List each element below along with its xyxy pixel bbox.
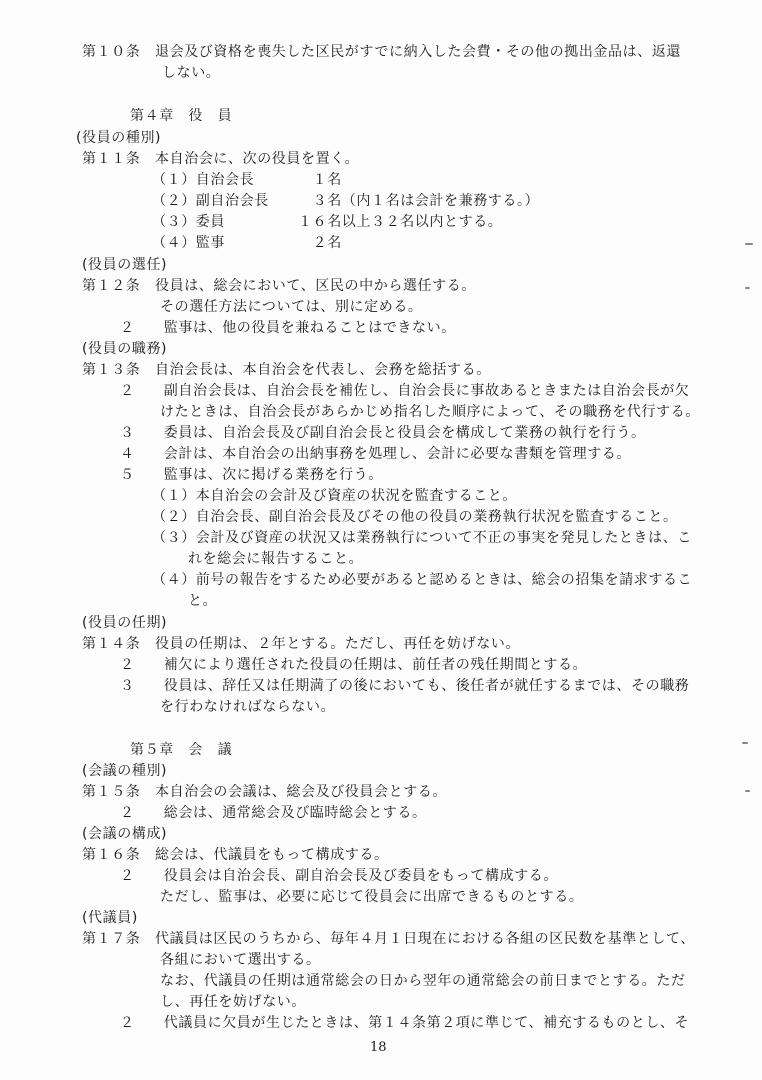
article-17-line2: 各組において選出する。 xyxy=(160,952,321,968)
page-number: 18 xyxy=(370,1040,387,1055)
section-heading-yakuin-ninki: (役員の任期) xyxy=(82,615,168,631)
article-14-para3: ３ 役員は、辞任又は任期満了の後においても、後任者が就任するまでは、その職務 xyxy=(120,678,690,694)
article-17-para2: ２ 代議員に欠員が生じたときは、第１４条第２項に準じて、補充するものとし、そ xyxy=(120,1015,690,1031)
scan-speck xyxy=(742,742,748,744)
article-15: 第１５条 本自治会の会議は、総会及び役員会とする。 xyxy=(82,784,447,800)
section-heading-kaigi-shubetsu: (会議の種別) xyxy=(82,763,168,779)
chapter-4-heading: 第４章 役 員 xyxy=(130,108,233,124)
article-11-item4: （４）監事 ２名 xyxy=(152,235,342,251)
article-13-para5-item4-cont: と。 xyxy=(188,593,218,609)
article-17-line4: し、再任を妨げない。 xyxy=(160,994,306,1010)
section-heading-daigiin: (代議員) xyxy=(82,910,138,926)
article-13-para5-item3: （３）会計及び資産の状況又は業務執行について不正の事実を発見したときは、こ xyxy=(152,530,692,546)
chapter-5-heading: 第５章 会 議 xyxy=(130,742,233,758)
article-12-para2: ２ 監事は、他の役員を兼ねることはできない。 xyxy=(120,320,456,336)
article-11-item3: （３）委員 １６名以上３２名以内とする。 xyxy=(152,214,503,230)
article-13-para3: ３ 委員は、自治会長及び副自治会長と役員会を構成して業務の執行を行う。 xyxy=(120,425,646,441)
article-14-para2: ２ 補欠により選任された役員の任期は、前任者の残任期間とする。 xyxy=(120,657,588,673)
section-heading-yakuin-shokumu: (役員の職務) xyxy=(82,341,168,357)
article-10-line1: 第１０条 退会及び資格を喪失した区民がすでに納入した会費・その他の拠出金品は、返還 xyxy=(82,44,682,60)
article-17: 第１７条 代議員は区民のうちから、毎年４月１日現在における各組の区民数を基準として、 xyxy=(82,931,695,947)
article-13-para5-item2: （２）自治会長、副自治会長及びその他の役員の業務執行状況を監査すること。 xyxy=(152,509,678,525)
section-heading-yakuin-shubetsu: (役員の種別) xyxy=(76,130,162,146)
article-14: 第１４条 役員の任期は、２年とする。ただし、再任を妨げない。 xyxy=(82,636,520,652)
article-16-para2-cont: ただし、監事は、必要に応じて役員会に出席できるものとする。 xyxy=(160,889,584,905)
article-16: 第１６条 総会は、代議員をもって構成する。 xyxy=(82,847,389,863)
article-13-para2-cont: けたときは、自治会長があらかじめ指名した順序によって、その職務を代行する。 xyxy=(160,404,700,420)
article-13-para2: ２ 副自治会長は、自治会長を補佐し、自治会長に事故あるときまたは自治会長が欠 xyxy=(120,383,690,399)
article-11-item1: （１）自治会長 １名 xyxy=(152,172,342,188)
article-11-item2: （２）副自治会長 ３名（内１名は会計を兼務する。） xyxy=(152,193,540,209)
article-14-para3-cont: を行わなければならない。 xyxy=(160,699,336,715)
article-12: 第１２条 役員は、総会において、区民の中から選任する。 xyxy=(82,278,476,294)
scan-speck xyxy=(745,287,750,289)
article-10-line2: しない。 xyxy=(162,65,221,81)
article-15-para2: ２ 総会は、通常総会及び臨時総会とする。 xyxy=(120,805,427,821)
article-17-line3: なお、代議員の任期は通常総会の日から翌年の通常総会の前日までとする。ただ xyxy=(160,973,686,989)
scan-speck xyxy=(745,243,753,245)
article-13-para5-item3-cont: れを総会に報告すること。 xyxy=(188,551,364,567)
article-13: 第１３条 自治会長は、本自治会を代表し、会務を総括する。 xyxy=(82,362,491,378)
article-13-para5: ５ 監事は、次に掲げる業務を行う。 xyxy=(120,467,383,483)
article-11: 第１１条 本自治会に、次の役員を置く。 xyxy=(82,151,360,167)
article-13-para4: ４ 会計は、本自治会の出納事務を処理し、会計に必要な書類を管理する。 xyxy=(120,446,631,462)
section-heading-yakuin-sennin: (役員の選任) xyxy=(82,257,168,273)
article-13-para5-item1: （１）本自治会の会計及び資産の状況を監査すること。 xyxy=(152,488,517,504)
article-13-para5-item4: （４）前号の報告をするため必要があると認めるときは、総会の招集を請求するこ xyxy=(152,572,693,588)
section-heading-kaigi-kousei: (会議の構成) xyxy=(82,826,168,842)
article-16-para2: ２ 役員会は自治会長、副自治会長及び委員をもって構成する。 xyxy=(120,868,558,884)
article-12-line2: その選任方法については、別に定める。 xyxy=(160,299,423,315)
scan-speck xyxy=(745,790,750,792)
